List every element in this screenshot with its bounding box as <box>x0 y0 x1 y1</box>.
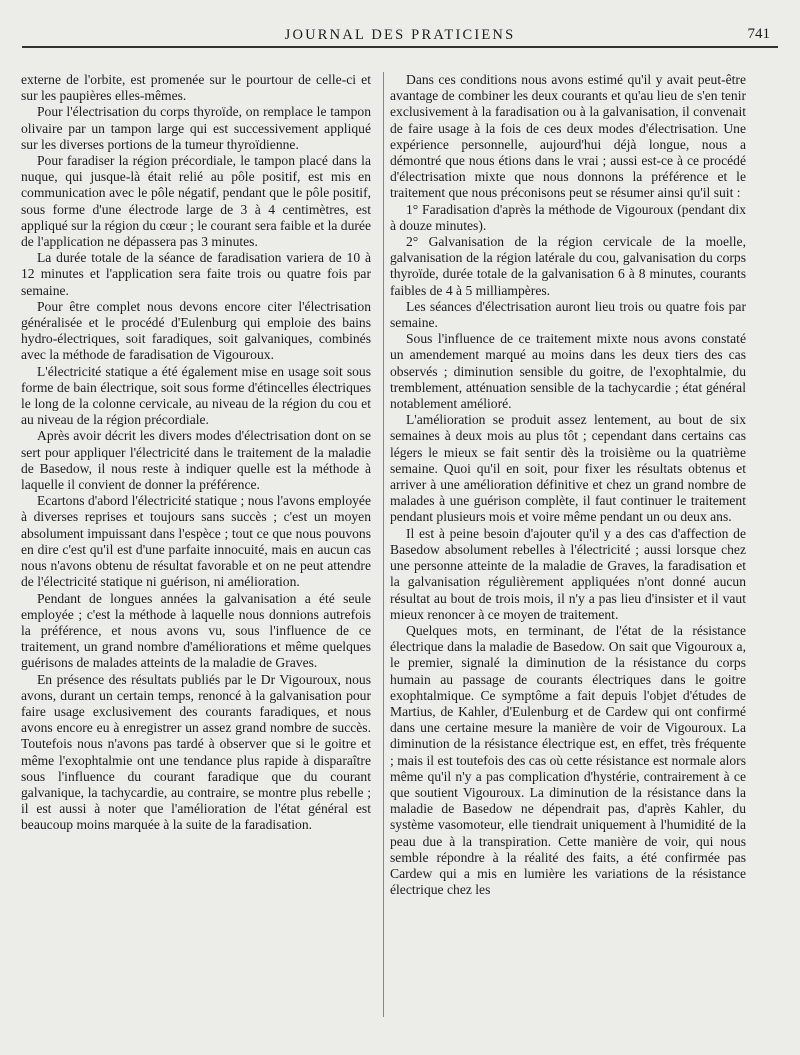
paragraph: L'amélioration se produit assez lentement, au bout de six semaines à deux mois au plus tôt ; cependant dans certains cas légers le mieux se fait sentir dès la troisième ou la quatrième semaine. Quoi qu'il en soit, pour fixer les résultats obtenus et arriver à une amélioration définitive et chez un grand nombre de malades à une guérison complète, il faut continuer le traitement pendant plusieurs mois et voire même pendant un ou deux ans. <box>390 412 746 525</box>
paragraph: externe de l'orbite, est promenée sur le pourtour de celle-ci et sur les paupières elles-mêmes. <box>21 72 371 104</box>
paragraph: Pour faradiser la région précordiale, le tampon placé dans la nuque, qui jusque-là était relié au pôle positif, est mis en communication avec le pôle négatif, pendant que le pôle positif, sous forme d'une électrode large de 3 à 4 centimètres, est appliqué sur la région du cœur ; le courant sera faible et la durée de l'application ne dépassera pas 3 minutes. <box>21 153 371 250</box>
list-item: 1° Faradisation d'après la méthode de Vigouroux (pendant dix à douze minutes). <box>390 201 746 233</box>
paragraph: Quelques mots, en terminant, de l'état de la résistance électrique dans la maladie de Basedow. On sait que Vigouroux a, le premier, signalé la diminution de la résistance du corps humain au passage de courants électriques dans le goitre exophtalmique. Ce symptôme a fait depuis l'objet d'études de Martius, de Kahler, d'Eulenburg et de Cardew qui ont confirmé dans une certaine mesure la manière de voir de Vigouroux. La diminution de la résistance électrique est, en effet, très fréquente ; mais il est toutefois des cas où cette résistance est normale alors même qu'il n'y a pas complication d'hystérie, contrairement à ce que soutient Vigouroux. La diminution de la résistance dans la maladie de Basedow ne dépendrait pas, d'après Kahler, du système vasomoteur, elle tiendrait uniquement à l'humidité de la peau due à la transpiration. Cette manière de voir, qui nous semble répondre à la réalité des faits, a été confirmée pas Cardew qui a mis en lumière les variations de la résistance électrique chez les <box>390 622 746 898</box>
column-divider <box>383 72 384 1017</box>
paragraph: Les séances d'électrisation auront lieu trois ou quatre fois par semaine. <box>390 298 746 331</box>
left-column <box>21 72 371 834</box>
paragraph: Il est à peine besoin d'ajouter qu'il y a des cas d'affection de Basedow absolument rebelles à l'électricité ; aussi lorsque chez une personne atteinte de la maladie de Graves, la faradisation et la galvanisation régulièrement appliquées n'ont donné aucun résultat au bout de trois mois, il n'y a pas lieu d'insister et il vaut mieux renoncer à ce moyen de traitement. <box>390 525 746 622</box>
right-column <box>390 72 746 898</box>
paragraph: En présence des résultats publiés par le Dr Vigouroux, nous avons, durant un certain temps, renoncé à la galvanisation pour faire usage exclusivement des courants faradiques, et nous avons encore eu à enregistrer un assez grand nombre de succès. Toutefois nous n'avons pas tardé à observer que si le goitre et même l'exophtalmie ont une tendance plus rapide à disparaître sous l'influence du courant faradique que du courant galvanique, la tachycardie, au contraire, se montre plus rebelle ; il est aussi à noter que l'amélioration de l'état général est beaucoup moins marquée à la suite de la faradisation. <box>21 671 371 833</box>
running-header <box>22 20 778 48</box>
paragraph: L'électricité statique a été également mise en usage soit sous forme de bain électrique, soit sous forme d'étincelles électriques le long de la colonne cervicale, au niveau de la région du cou et au niveau de la région précordiale. <box>21 363 371 428</box>
paragraph: Sous l'influence de ce traitement mixte nous avons constaté un amendement marqué au moins dans les deux tiers des cas observés ; diminution sensible du goitre, de l'exophtalmie, du tremblement, atténuation sensible de la tachycardie ; état général notablement amélioré. <box>390 331 746 412</box>
paragraph: Pendant de longues années la galvanisation a été seule employée ; c'est la méthode à laquelle nous donnions autrefois la préférence, et nous avons vu, sous l'influence de ce traitement, un grand nombre d'améliorations et même quelques guérisons de malades atteints de la maladie de Graves. <box>21 590 371 671</box>
paragraph: Ecartons d'abord l'électricité statique ; nous l'avons employée à diverses reprises et toujours sans succès ; c'est un moyen absolument impuissant dans l'espèce ; tout ce que nous pouvons en dire c'est qu'il est d'une parfaite innocuité, mais en aucun cas nous n'avons obtenu de résultat favorable et on ne peut attendre de l'électricité statique ni guérison, ni amélioration. <box>21 493 371 590</box>
paragraph: Pour l'électrisation du corps thyroïde, on remplace le tampon olivaire par un tampon large qui est successivement appliqué sur les diverses portions de la tumeur thyroïdienne. <box>21 104 371 152</box>
paragraph: Pour être complet nous devons encore citer l'électrisation généralisée et le procédé d'Eulenburg qui emploie des bains hydro-électriques, soit faradiques, soit galvaniques, combinés avec la méthode de faradisation de Vigouroux. <box>21 298 371 363</box>
page-number: 741 <box>747 26 770 42</box>
list-item: 2° Galvanisation de la région cervicale de la moelle, galvanisation de la région latérale du cou, galvanisation du corps thyroïde, durée totale de la galvanisation 6 à 8 minutes, courants faibles de 4 à 5 milliampères. <box>390 234 746 298</box>
paragraph: Après avoir décrit les divers modes d'électrisation dont on se sert pour appliquer l'électricité dans le traitement de la maladie de Basedow, il nous reste à indiquer quelle est la méthode à laquelle il convient de donner la préférence. <box>21 428 371 493</box>
journal-title: JOURNAL DES PRATICIENS <box>284 27 516 43</box>
paragraph: La durée totale de la séance de faradisation variera de 10 à 12 minutes et l'application sera faite trois ou quatre fois par semaine. <box>21 250 371 298</box>
paragraph: Dans ces conditions nous avons estimé qu'il y avait peut-être avantage de combiner les deux courants et qu'au lieu de s'en tenir exclusivement à la faradisation ou à la galvanisation, il convenait de faire usage à la fois de ces deux modes d'électrisation. Une expérience personnelle, aujourd'hui déjà longue, nous a démontré que nous étions dans le vrai ; aussi est-ce à ce procédé d'électrisation mixte que nous donnons la préférence et le traitement que nous préconisons peut se résumer ainsi qu'il suit : <box>390 72 746 201</box>
